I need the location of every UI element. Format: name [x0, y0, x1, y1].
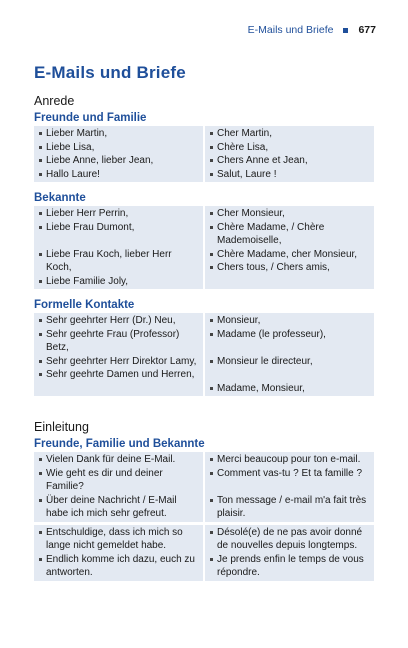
bullet-icon — [209, 355, 217, 382]
german-cell: Vielen Dank für deine E-Mail. Wie geht es dir und deiner Familie? Über deine Nachricht / E-Mail habe ich mich sehr gefreut. — [34, 452, 203, 522]
french-cell: Cher Monsieur, Chère Madame, / Chère Mademoiselle, Chère Madame, cher Monsieur, Chers tous, / Chers amis, — [203, 206, 372, 289]
german-cell: Sehr geehrter Herr (Dr.) Neu, Sehr geehrte Frau (Professor) Betz, Sehr geehrter Herr Direktor Lamy, Sehr geehrte Damen und Herren, — [34, 313, 203, 396]
chapter-title: E-Mails und Briefe — [34, 63, 186, 82]
bullet-icon — [38, 314, 46, 328]
bullet-icon — [209, 141, 217, 155]
french-cell: Merci beaucoup pour ton e-mail. Comment vas-tu ? Et ta famille ? Ton message / e-mail m'a fait très plaisir. — [203, 452, 372, 522]
bullet-icon — [38, 526, 46, 553]
bullet-icon — [38, 355, 46, 369]
bullet-icon — [209, 314, 217, 328]
bullet-icon — [209, 261, 217, 275]
bullet-icon — [38, 553, 46, 580]
phrase-table-bekannte — [34, 206, 374, 289]
bullet-icon — [209, 248, 217, 262]
table-row — [34, 452, 374, 522]
page-number: 677 — [358, 24, 376, 36]
bullet-icon — [38, 127, 46, 141]
phrase-table-formelle — [34, 313, 374, 396]
subsection-title-freunde: Freunde und Familie — [34, 112, 147, 124]
bullet-icon — [209, 453, 217, 467]
bullet-icon — [209, 221, 217, 248]
bullet-icon — [38, 494, 46, 521]
german-cell: Lieber Herr Perrin, Liebe Frau Dumont, Liebe Frau Koch, lieber Herr Koch, Liebe Familie Joly, — [34, 206, 203, 289]
subsection-title-formelle: Formelle Kontakte — [34, 299, 135, 311]
bullet-icon — [38, 168, 46, 182]
french-cell: Désolé(e) de ne pas avoir donné de nouvelles depuis longtemps. Je prends enfin le temps de vous répondre. — [203, 525, 372, 581]
bullet-icon — [209, 207, 217, 221]
phrase-table-einleitung — [34, 452, 374, 581]
bullet-icon — [209, 553, 217, 580]
bullet-icon — [38, 248, 46, 275]
bullet-icon — [38, 368, 46, 382]
bullet-icon — [209, 127, 217, 141]
phrase-table-freunde — [34, 126, 374, 182]
square-bullet-icon — [343, 28, 348, 33]
running-head — [248, 24, 376, 36]
section-title-einleitung: Einleitung — [34, 420, 89, 434]
bullet-icon — [38, 207, 46, 221]
bullet-icon — [38, 221, 46, 248]
bullet-icon — [209, 382, 217, 396]
bullet-icon — [209, 154, 217, 168]
bullet-icon — [209, 328, 217, 355]
table-row — [34, 126, 374, 182]
table-row — [34, 313, 374, 396]
bullet-icon — [38, 328, 46, 355]
french-cell: Monsieur, Madame (le professeur), Monsieur le directeur, Madame, Monsieur, — [203, 313, 372, 396]
running-title: E-Mails und Briefe — [247, 24, 334, 36]
bullet-icon — [209, 467, 217, 494]
content — [34, 94, 374, 591]
bullet-icon — [38, 453, 46, 467]
bullet-icon — [209, 526, 217, 553]
bullet-icon — [38, 141, 46, 155]
table-row — [34, 525, 374, 581]
subsection-title-bekannte: Bekannte — [34, 192, 86, 204]
bullet-icon — [38, 275, 46, 289]
subsection-title-freunde-familie-bekannte: Freunde, Familie und Bekannte — [34, 438, 205, 450]
french-cell: Cher Martin, Chère Lisa, Chers Anne et Jean, Salut, Laure ! — [203, 126, 372, 182]
german-cell: Entschuldige, dass ich mich so lange nicht gemeldet habe. Endlich komme ich dazu, euch zu antworten. — [34, 525, 203, 581]
bullet-icon — [38, 467, 46, 494]
table-row — [34, 206, 374, 289]
german-cell: Lieber Martin, Liebe Lisa, Liebe Anne, lieber Jean, Hallo Laure! — [34, 126, 203, 182]
bullet-icon — [38, 154, 46, 168]
bullet-icon — [209, 494, 217, 521]
section-title-anrede: Anrede — [34, 94, 75, 108]
bullet-icon — [209, 168, 217, 182]
